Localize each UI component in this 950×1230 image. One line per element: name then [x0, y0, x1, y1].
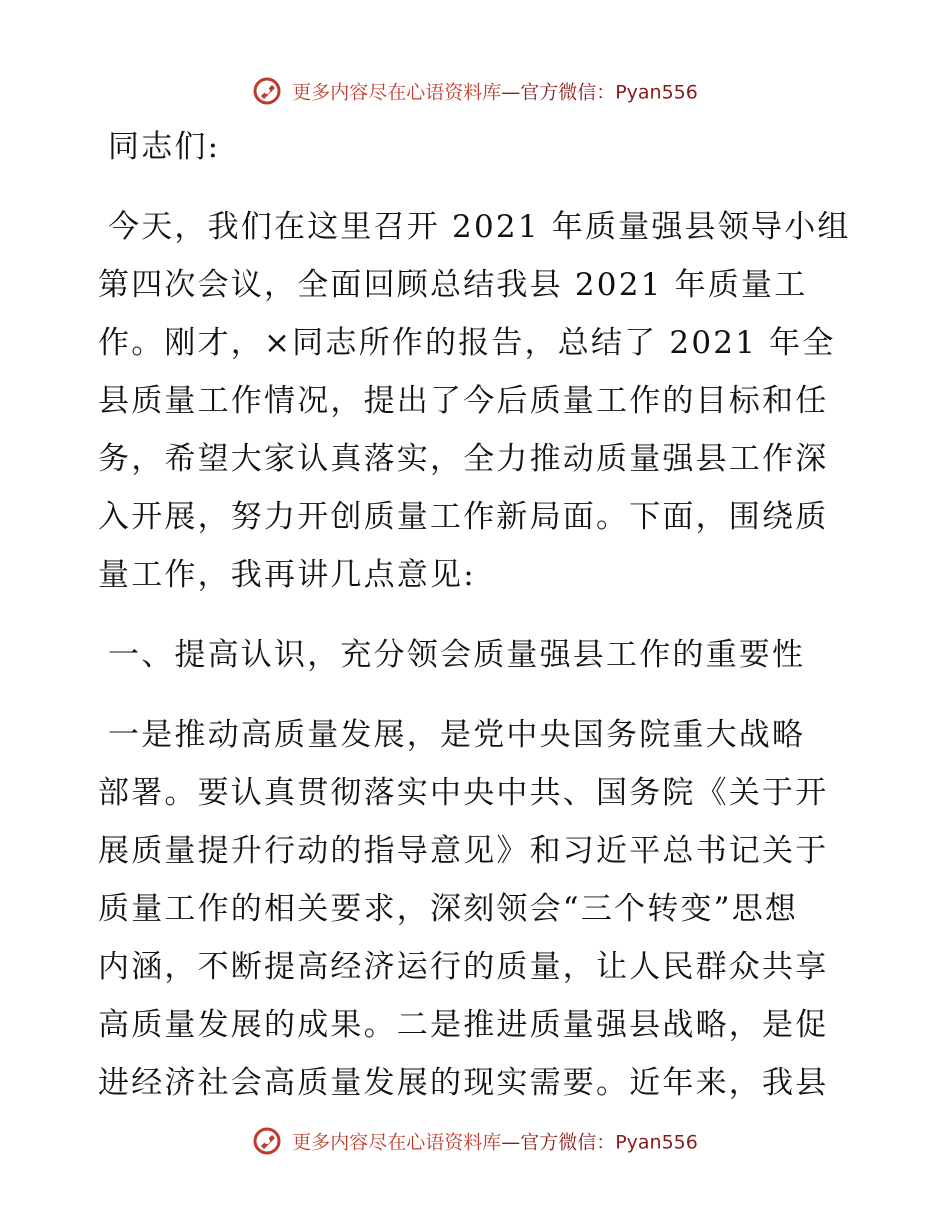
logo-icon [252, 1126, 282, 1156]
paragraph-line: 务，希望大家认真落实，全力推动质量强县工作深 [98, 441, 829, 477]
paragraph-line: 内涵，不断提高经济运行的质量，让人民群众共享 [98, 949, 829, 985]
watermark-red-text: 更多内容尽在心语资料库 [292, 1131, 502, 1154]
paragraph-line: 展质量提升行动的指导意见》和习近平总书记关于 [98, 833, 829, 869]
watermark-top [0, 76, 950, 106]
salutation: 同志们: [108, 129, 221, 165]
paragraph-line: 入开展，努力开创质量工作新局面。下面，围绕质 [98, 499, 829, 535]
paragraph-line: 作。刚才，×同志所作的报告，总结了 2021 年全 [98, 325, 836, 361]
watermark-red-text: 更多内容尽在心语资料库 [292, 81, 502, 104]
watermark-bottom [0, 1126, 950, 1156]
paragraph-line: 质量工作的相关要求，深刻领会“三个转变”思想 [98, 891, 799, 927]
paragraph-line: 高质量发展的成果。二是推进质量强县战略，是促 [98, 1007, 829, 1043]
paragraph-1 [98, 198, 850, 604]
paragraph-line: 第四次会议，全面回顾总结我县 2021 年质量工 [98, 267, 808, 303]
paragraph-2 [98, 706, 850, 1112]
paragraph-line: 部署。要认真贯彻落实中央中共、国务院《关于开 [98, 775, 829, 811]
section-heading: 一、提高认识，充分领会质量强县工作的重要性 [108, 637, 806, 673]
paragraph-line: 今天，我们在这里召开 2021 年质量强县领导小组 [108, 209, 851, 245]
paragraph-line: 进经济社会高质量发展的现实需要。近年来，我县 [98, 1065, 829, 1101]
paragraph-line: 县质量工作情况，提出了今后质量工作的目标和任 [98, 383, 829, 419]
watermark-dark-text: —官方微信：Pyan556 [501, 1131, 698, 1154]
watermark-dark-text: —官方微信：Pyan556 [501, 81, 698, 104]
paragraph-line: 一是推动高质量发展，是党中央国务院重大战略 [108, 717, 806, 753]
logo-icon [252, 76, 282, 106]
document-body [98, 118, 850, 1112]
paragraph-line: 量工作，我再讲几点意见: [98, 557, 476, 593]
